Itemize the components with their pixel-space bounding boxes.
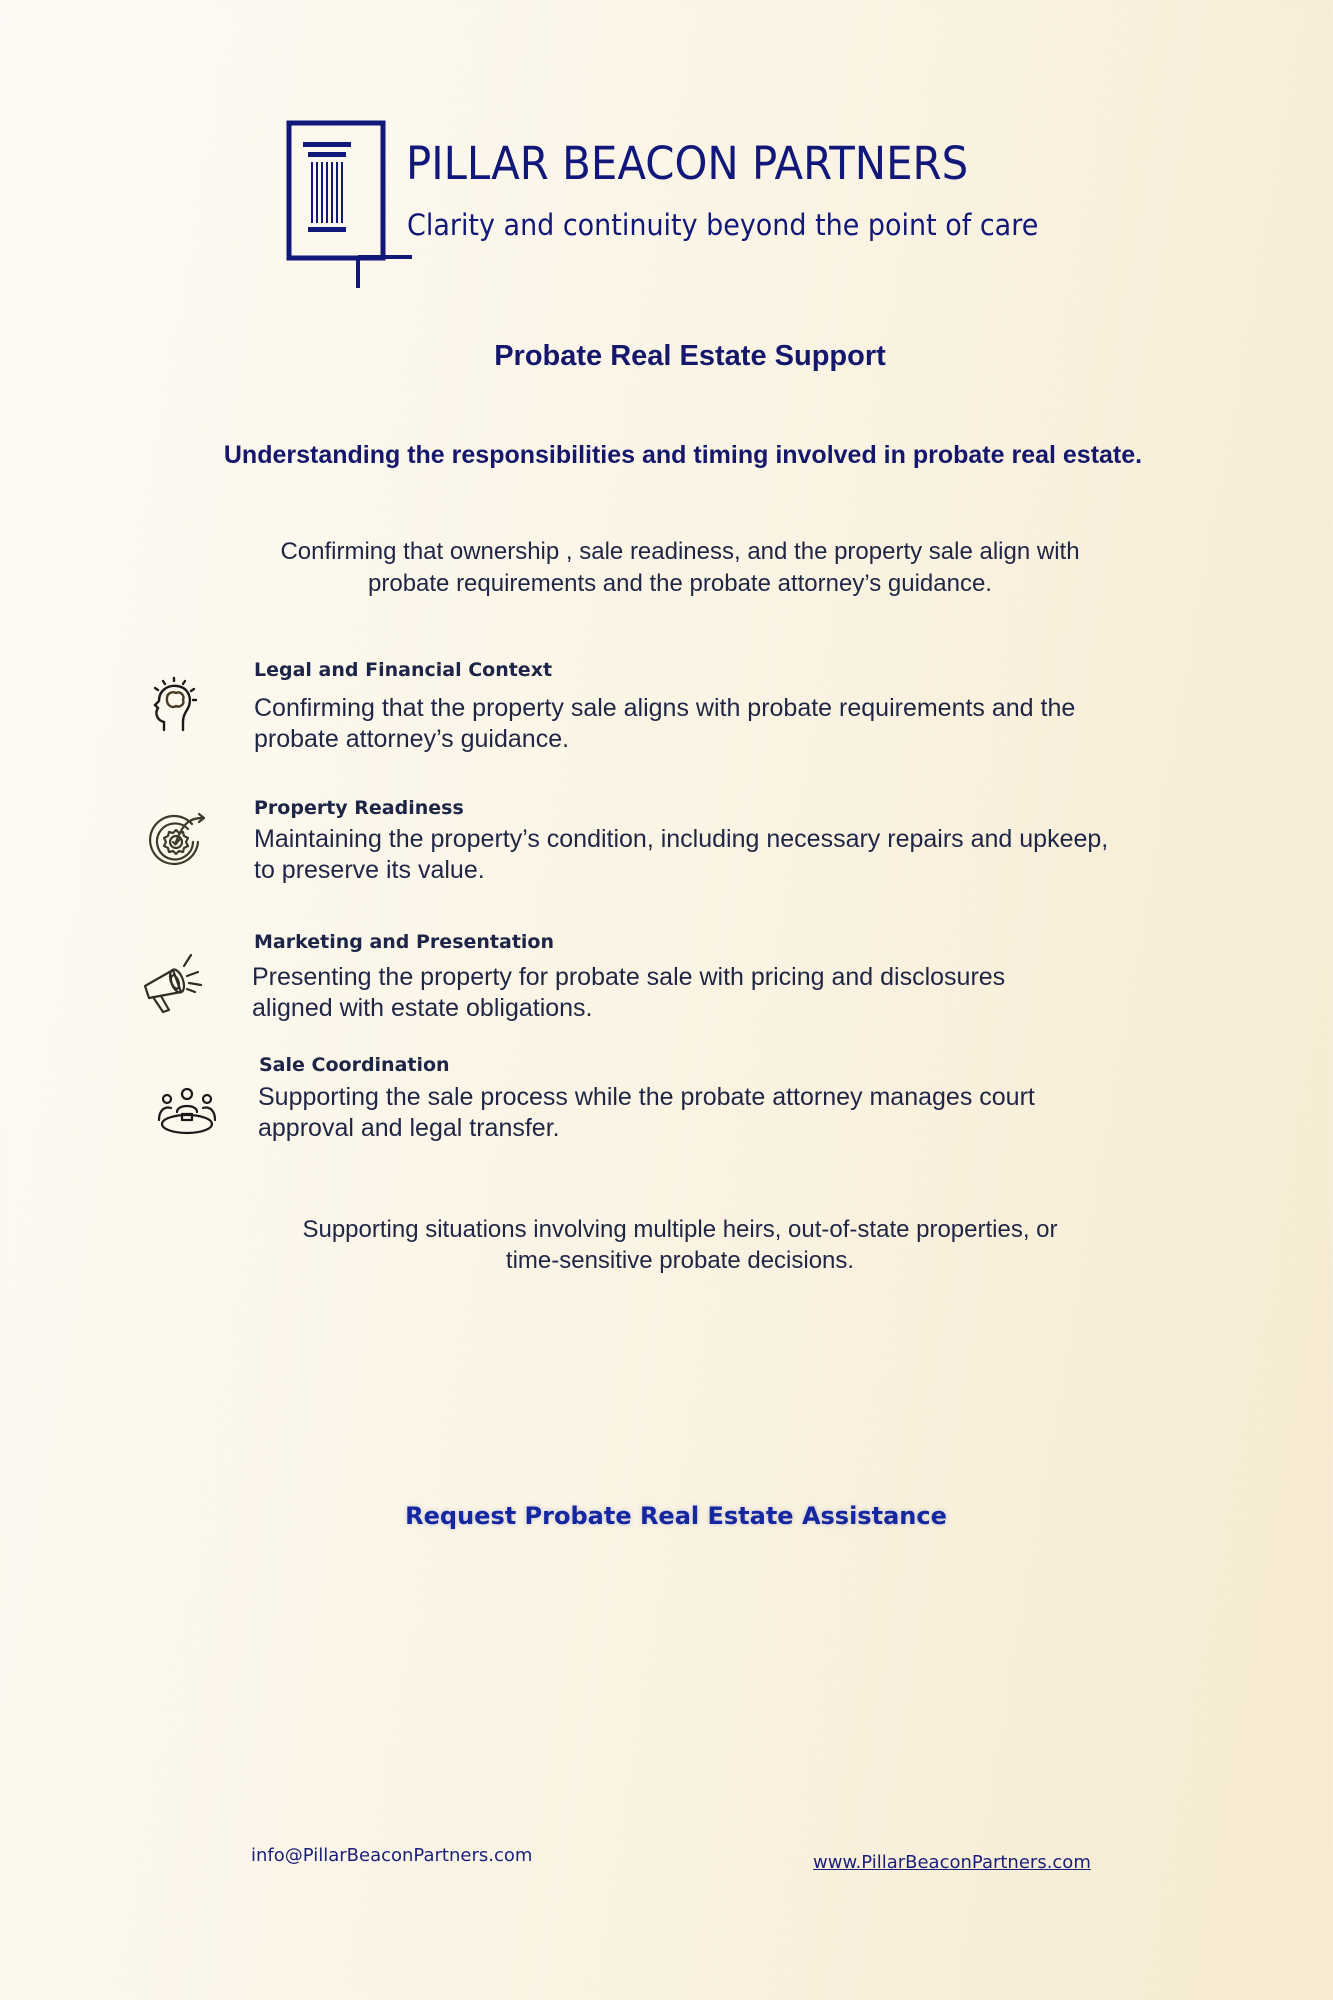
pillar-logo-icon xyxy=(286,120,416,290)
meeting-table-icon xyxy=(156,1086,218,1148)
closing-line: time-sensitive probate decisions. xyxy=(505,1247,855,1274)
brand-tagline: Clarity and continuity beyond the point of care xyxy=(407,208,1039,242)
footer-website-link[interactable]: www.PillarBeaconPartners.com xyxy=(813,1852,1091,1873)
feature-line: Presenting the property for probate sale with pricing and disclosures xyxy=(252,963,1006,991)
feature-title: Marketing and Presentation xyxy=(254,931,554,953)
feature-line: aligned with estate obligations. xyxy=(252,994,593,1022)
megaphone-icon xyxy=(141,952,203,1014)
request-assistance-link[interactable]: Request Probate Real Estate Assistance xyxy=(405,1502,947,1530)
intro-paragraph xyxy=(180,536,1180,600)
head-lightbulb-icon xyxy=(146,676,208,738)
feature-description xyxy=(258,1082,1035,1144)
closing-paragraph xyxy=(180,1214,1180,1276)
page-subtitle: Understanding the responsibilities and timing involved in probate real estate. xyxy=(223,441,1143,469)
feature-description xyxy=(254,824,1108,886)
feature-line: Confirming that the property sale aligns with probate requirements and the xyxy=(254,694,1076,722)
closing-line: Supporting situations involving multiple heirs, out-of-state properties, or xyxy=(302,1216,1058,1243)
feature-title: Sale Coordination xyxy=(259,1054,450,1076)
feature-description xyxy=(254,693,1075,755)
feature-line: approval and legal transfer. xyxy=(258,1114,560,1142)
feature-title: Legal and Financial Context xyxy=(254,659,553,681)
footer-email[interactable]: info@PillarBeaconPartners.com xyxy=(251,1845,533,1866)
page-title: Probate Real Estate Support xyxy=(494,340,886,372)
target-check-icon xyxy=(146,812,208,874)
feature-line: to preserve its value. xyxy=(254,856,485,884)
intro-line: Confirming that ownership , sale readiness, and the property sale align with xyxy=(280,538,1080,565)
feature-title: Property Readiness xyxy=(254,797,464,819)
feature-line: probate attorney’s guidance. xyxy=(254,725,570,753)
intro-line: probate requirements and the probate attorney’s guidance. xyxy=(368,570,992,597)
feature-line: Supporting the sale process while the probate attorney manages court xyxy=(258,1083,1035,1111)
feature-line: Maintaining the property’s condition, including necessary repairs and upkeep, xyxy=(254,825,1109,853)
feature-description xyxy=(252,962,1005,1024)
brand-name: PILLAR BEACON PARTNERS xyxy=(406,137,969,190)
